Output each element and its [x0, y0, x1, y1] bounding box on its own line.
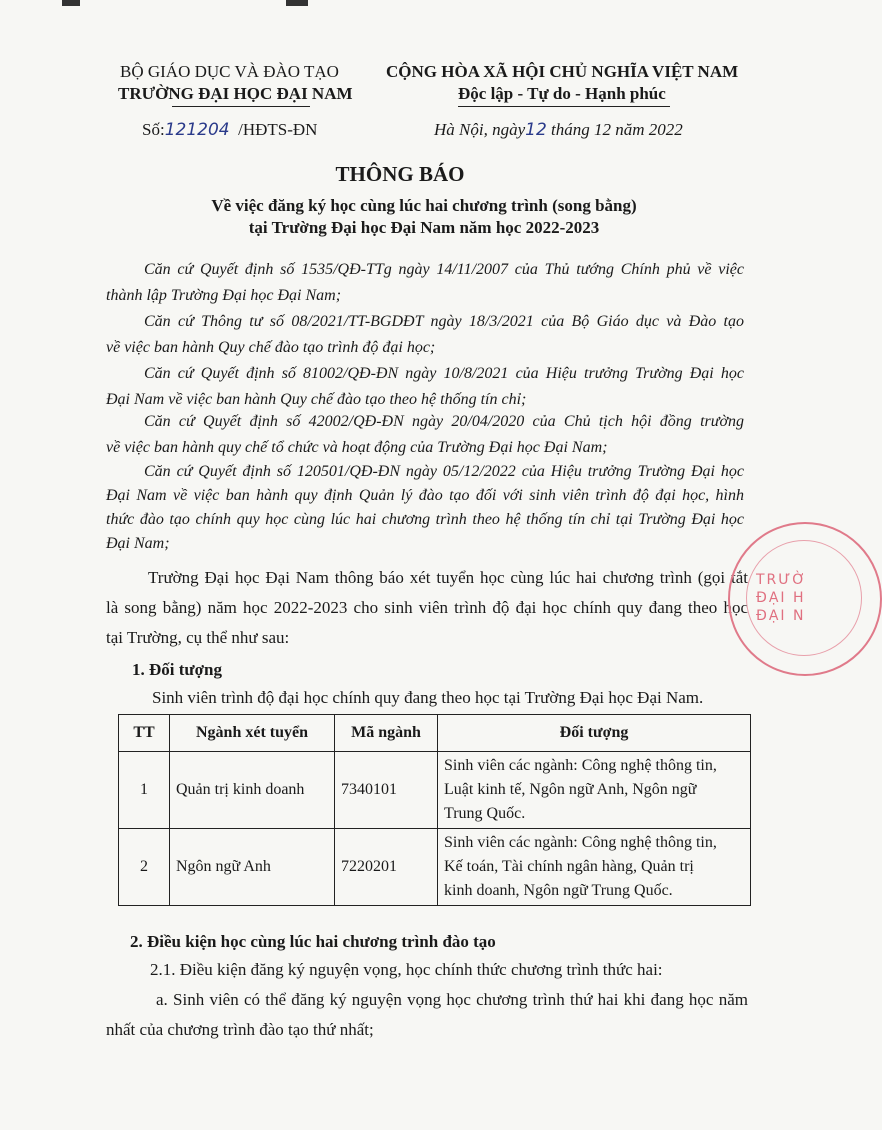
basis-3-line-1: Căn cứ Quyết định số 81002/QĐ-ĐN ngày 10/8/2021 của Hiệu trưởng Trường Đại học [144, 365, 744, 382]
handwritten-number: 121204 [164, 120, 230, 140]
underline [458, 106, 670, 107]
table-row [119, 829, 751, 906]
col-header-major: Ngành xét tuyển [170, 715, 335, 752]
cell-major: Ngôn ngữ Anh [170, 829, 335, 906]
ministry-name: BỘ GIÁO DỤC VÀ ĐÀO TẠO [120, 62, 339, 81]
date-suffix: tháng 12 năm 2022 [551, 120, 683, 139]
number-prefix: Số: [142, 120, 165, 139]
university-name: TRƯỜNG ĐẠI HỌC ĐẠI NAM [118, 84, 353, 103]
table-header-row [119, 715, 751, 752]
stamp-text: ĐẠI H [756, 590, 806, 606]
basis-5-line-1: Căn cứ Quyết định số 120501/QĐ-ĐN ngày 05/12/2022 của Hiệu trưởng Trường Đại học [144, 463, 744, 480]
section-2-item-a-line-1: a. Sinh viên có thể đăng ký nguyện vọng học chương trình thứ hai khi đang học năm [156, 990, 748, 1009]
intro-line-1: Trường Đại học Đại Nam thông báo xét tuyển học cùng lúc hai chương trình (gọi tắt [148, 568, 748, 587]
section-2-item-a-line-2: nhất của chương trình đào tạo thứ nhất; [106, 1020, 374, 1039]
handwritten-day: 12 [525, 120, 547, 140]
cell-tt: 2 [119, 829, 170, 906]
cell-target [438, 829, 751, 906]
target-line: Kế toán, Tài chính ngân hàng, Quản trị [444, 858, 694, 875]
basis-3-line-2: Đại Nam về việc ban hành Quy chế đào tạo theo hệ thống tín chỉ; [106, 391, 527, 408]
section-2-heading: 2. Điều kiện học cùng lúc hai chương trình đào tạo [130, 932, 496, 951]
intro-line-3: tại Trường, cụ thể như sau: [106, 628, 290, 647]
scan-mark [286, 0, 308, 6]
basis-1-line-2: thành lập Trường Đại học Đại Nam; [106, 287, 342, 304]
cell-code: 7220201 [335, 829, 438, 906]
basis-5-line-2: Đại Nam về việc ban hành quy định Quản lý đào tạo đối với sinh viên trình độ đại học, hình [106, 487, 744, 504]
basis-5-line-4: Đại Nam; [106, 535, 170, 552]
cell-tt: 1 [119, 752, 170, 829]
cell-major: Quản trị kinh doanh [170, 752, 335, 829]
section-1-text: Sinh viên trình độ đại học chính quy đang theo học tại Trường Đại học Đại Nam. [152, 688, 704, 707]
target-line: Trung Quốc. [444, 805, 526, 822]
col-header-target: Đối tượng [438, 715, 751, 752]
cell-target [438, 752, 751, 829]
col-header-code: Mã ngành [335, 715, 438, 752]
basis-4-line-2: về việc ban hành quy chế tổ chức và hoạt động của Trường Đại học Đại Nam; [106, 439, 608, 456]
section-1-heading: 1. Đối tượng [132, 660, 222, 679]
basis-2-line-1: Căn cứ Thông tư số 08/2021/TT-BGDĐT ngày 18/3/2021 của Bộ Giáo dục và Đào tạo [144, 313, 744, 330]
basis-4-line-1: Căn cứ Quyết định số 42002/QĐ-ĐN ngày 20/04/2020 của Chủ tịch hội đồng trường [144, 413, 744, 430]
number-suffix: /HĐTS-ĐN [238, 120, 318, 139]
basis-2-line-2: về việc ban hành Quy chế đào tạo trình độ đại học; [106, 339, 436, 356]
basis-5-line-3: thức đào tạo chính quy học cùng lúc hai chương trình theo hệ thống tín chỉ tại Trường Đại học [106, 511, 744, 528]
motto: Độc lập - Tự do - Hạnh phúc [458, 84, 666, 103]
scan-mark [62, 0, 80, 6]
document-title: THÔNG BÁO [335, 162, 465, 186]
document-number [142, 120, 317, 140]
stamp-inner-ring [746, 540, 862, 656]
table-row [119, 752, 751, 829]
section-2-1: 2.1. Điều kiện đăng ký nguyện vọng, học chính thức chương trình thức hai: [150, 960, 663, 979]
underline [172, 106, 310, 107]
target-line: Sinh viên các ngành: Công nghệ thông tin, [444, 834, 717, 851]
target-line: Luật kinh tế, Ngôn ngữ Anh, Ngôn ngữ [444, 781, 697, 798]
target-line: Sinh viên các ngành: Công nghệ thông tin, [444, 757, 717, 774]
stamp-text: TRƯỜ [756, 572, 808, 588]
document-subtitle-2: tại Trường Đại học Đại Nam năm học 2022-2023 [248, 218, 600, 237]
cell-code: 7340101 [335, 752, 438, 829]
eligibility-table [118, 714, 751, 906]
col-header-tt: TT [119, 715, 170, 752]
intro-line-2: là song bằng) năm học 2022-2023 cho sinh viên trình độ đại học chính quy đang theo học [106, 598, 748, 617]
date-prefix: Hà Nội, ngày [434, 120, 526, 139]
target-line: kinh doanh, Ngôn ngữ Trung Quốc. [444, 882, 673, 899]
republic-name: CỘNG HÒA XÃ HỘI CHỦ NGHĨA VIỆT NAM [386, 62, 739, 81]
document-subtitle-1: Về việc đăng ký học cùng lúc hai chương trình (song bằng) [211, 196, 637, 215]
document-date [434, 120, 683, 140]
basis-1-line-1: Căn cứ Quyết định số 1535/QĐ-TTg ngày 14/11/2007 của Thủ tướng Chính phủ về việc [144, 261, 744, 278]
stamp-text: ĐẠI N [756, 608, 806, 624]
